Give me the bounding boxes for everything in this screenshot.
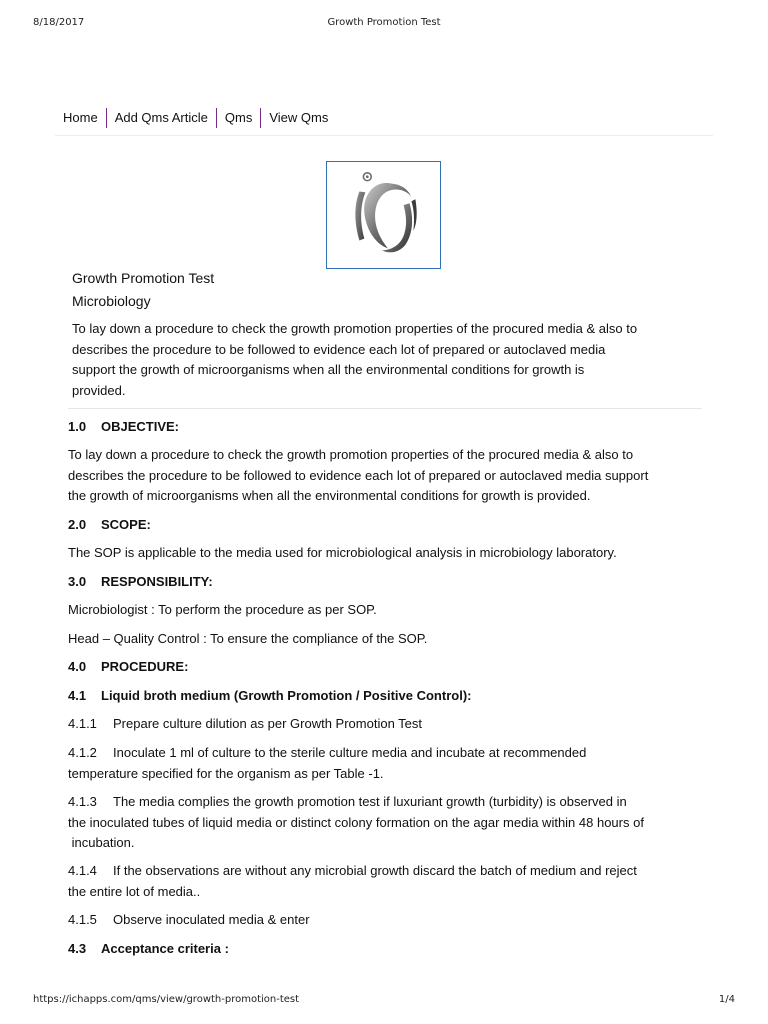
print-footer	[0, 994, 768, 1008]
section-title: Liquid broth medium (Growth Promotion / Positive Control):	[101, 688, 472, 703]
nav-view-qms-link[interactable]: View Qms	[269, 110, 329, 125]
nav-home-link[interactable]: Home	[63, 110, 98, 125]
scope-text: The SOP is applicable to the media used for microbiological analysis in microbiology laboratory.	[68, 545, 617, 560]
content-divider	[68, 408, 702, 409]
article-title: Growth Promotion Test	[72, 270, 215, 286]
nav-add-qms-article-link[interactable]: Add Qms Article	[114, 110, 208, 125]
print-header	[0, 17, 768, 31]
subsection-heading-liquid-broth	[68, 687, 708, 705]
section-number: 1.0	[68, 419, 87, 434]
section-number: 4.0	[68, 659, 87, 674]
step-text: the entire lot of media..	[68, 883, 201, 899]
text-line: the growth of microorganisms when all the environmental conditions for growth is provided.	[68, 488, 591, 503]
section-title: OBJECTIVE:	[101, 419, 180, 434]
step-text: If the observations are without any microbial growth discard the batch of medium and reject	[113, 863, 637, 878]
procedure-step	[68, 743, 708, 784]
step-number: 4.1.3	[68, 794, 97, 809]
step-text: Prepare culture dilution as per Growth Promotion Test	[113, 716, 423, 731]
step-text: the inoculated tubes of liquid media or distinct colony formation on the agar media within 48 hours of	[68, 814, 644, 830]
section-heading-acceptance	[68, 940, 708, 958]
section-title: SCOPE:	[101, 517, 151, 532]
procedure-step	[68, 792, 708, 854]
section-heading-scope	[68, 516, 708, 534]
procedure-step	[68, 714, 708, 735]
step-number: 4.1.4	[68, 863, 97, 878]
section-title: PROCEDURE:	[101, 659, 189, 674]
print-date: 8/18/2017	[33, 17, 85, 28]
print-title: Growth Promotion Test	[327, 17, 441, 28]
section-title: Acceptance criteria :	[101, 941, 229, 956]
ich-logo-icon	[327, 162, 440, 268]
objective-text	[68, 445, 708, 507]
text-line: describes the procedure to be followed to evidence each lot of prepared or autoclaved media support	[68, 467, 649, 483]
step-number: 4.1.1	[68, 716, 97, 731]
step-text: The media complies the growth promotion test if luxuriant growth (turbidity) is observed in	[113, 794, 627, 809]
step-number: 4.1.5	[68, 912, 97, 927]
section-heading-procedure	[68, 658, 708, 676]
responsibility-head-qc: Head – Quality Control : To ensure the compliance of the SOP.	[68, 631, 428, 646]
text-line: To lay down a procedure to check the growth promotion properties of the procured media & also to	[68, 447, 634, 462]
description-line: describes the procedure to be followed to evidence each lot of prepared or autoclaved media	[72, 341, 606, 357]
procedure-step	[68, 910, 708, 931]
section-number: 2.0	[68, 517, 87, 532]
description-line: support the growth of microorganisms when all the environmental conditions for growth is	[72, 362, 585, 378]
section-heading-responsibility	[68, 573, 708, 591]
step-number: 4.1.2	[68, 745, 97, 760]
article-description	[72, 319, 702, 402]
nav-qms-link[interactable]: Qms	[224, 110, 253, 125]
step-text: Observe inoculated media & enter	[113, 912, 310, 927]
step-text: incubation.	[68, 835, 135, 850]
description-line: provided.	[72, 383, 126, 399]
section-heading-objective	[68, 418, 708, 436]
responsibility-microbiologist: Microbiologist : To perform the procedure as per SOP.	[68, 602, 377, 617]
ich-logo	[326, 161, 441, 269]
print-page-number: 1/4	[718, 994, 735, 1005]
procedure-step	[68, 861, 708, 902]
step-text: temperature specified for the organism as per Table -1.	[68, 765, 384, 781]
description-line: To lay down a procedure to check the growth promotion properties of the procured media & also to	[72, 321, 638, 336]
step-text: Inoculate 1 ml of culture to the sterile culture media and incubate at recommended	[113, 745, 587, 760]
section-number: 4.3	[68, 941, 87, 956]
section-number: 4.1	[68, 688, 87, 703]
article-category: Microbiology	[72, 293, 151, 309]
section-title: RESPONSIBILITY:	[101, 574, 213, 589]
section-number: 3.0	[68, 574, 87, 589]
top-nav	[55, 107, 713, 136]
print-url: https://ichapps.com/qms/view/growth-promotion-test	[33, 994, 300, 1005]
